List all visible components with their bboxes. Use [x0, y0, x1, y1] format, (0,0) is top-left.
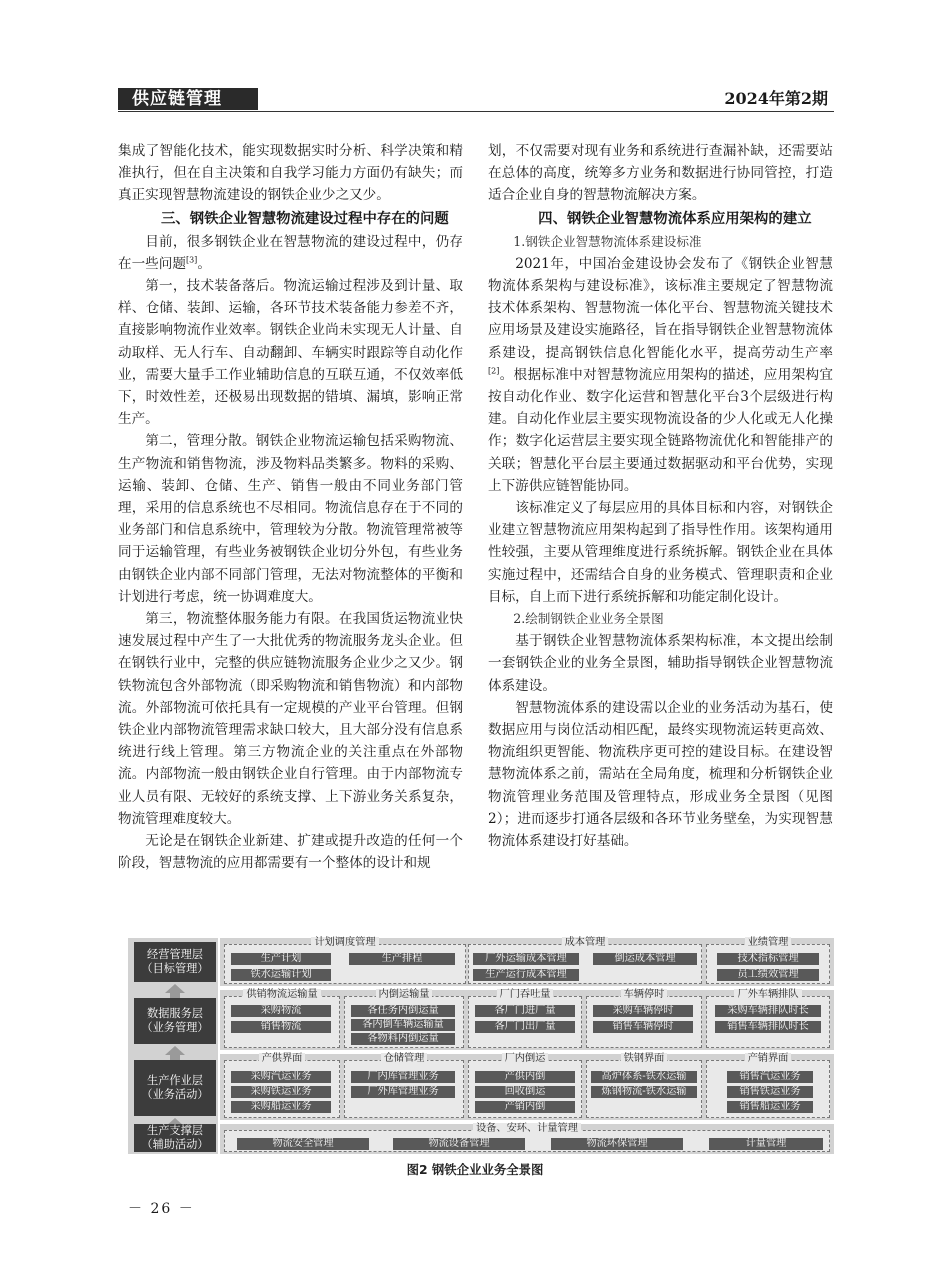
panorama-item: 采购铁运业务 — [231, 1086, 331, 1098]
journal-section-label: 供应链管理 — [118, 88, 258, 110]
group-external-queue — [706, 989, 830, 1048]
business-panorama-figure — [128, 938, 834, 1154]
panorama-item: 厂内库管理业务 — [351, 1071, 455, 1083]
panorama-item: 生产排程 — [349, 953, 455, 965]
group-title: 成本管理 — [562, 937, 609, 948]
panorama-item: 厂外运输成本管理 — [473, 953, 579, 965]
group-title: 产供界面 — [259, 1053, 306, 1064]
group-title: 供销物流运输量 — [243, 989, 320, 1000]
panorama-item: 物流设备管理 — [393, 1138, 525, 1150]
panorama-item: 物流环保管理 — [551, 1138, 683, 1150]
panorama-item: 倒运成本管理 — [593, 953, 697, 965]
panorama-item: 各厂门进厂量 — [475, 1005, 575, 1017]
left-column — [118, 140, 463, 875]
group-iron-steel-interface — [586, 1053, 702, 1118]
panorama-item: 各厂门出厂量 — [475, 1021, 575, 1033]
panorama-item: 销售物流 — [231, 1021, 331, 1033]
panorama-item: 计量管理 — [709, 1138, 823, 1150]
citation: [2] — [488, 366, 500, 376]
group-title: 铁钢界面 — [621, 1053, 668, 1064]
group-title: 车辆停时 — [621, 989, 668, 1000]
panorama-item: 物流安全管理 — [237, 1138, 369, 1150]
page-number: － 26 － — [128, 1201, 195, 1217]
subsection-title: 2.绘制钢铁企业业务全景图 — [513, 611, 664, 627]
group-title: 设备、安环、计量管理 — [473, 1123, 581, 1134]
header-rule — [118, 111, 834, 112]
panorama-item: 各任务内倒运量 — [351, 1005, 455, 1017]
layer-sub: （辅助活动） — [141, 1138, 209, 1151]
group-title: 厂内倒运 — [502, 1053, 549, 1064]
group-support — [224, 1123, 830, 1152]
group-cost — [468, 937, 702, 984]
group-internal-transport — [344, 989, 464, 1048]
panorama-item: 员工绩效管理 — [717, 969, 819, 981]
panorama-item: 销售船运业务 — [727, 1101, 813, 1113]
section-title: 三、钢铁企业智慧物流建设过程中存在的问题 — [160, 210, 449, 227]
paragraph-text: 目前，很多钢铁企业在智慧物流的建设过程中，仍存在一些问题 — [118, 233, 463, 272]
group-gate-throughput — [468, 989, 582, 1048]
layer-name: 经营管理层 — [147, 948, 203, 961]
panorama-item: 炼钢物流-铁水运输 — [591, 1086, 697, 1098]
layer-data-service — [134, 998, 216, 1044]
paragraph-text: 2021年，中国冶金建设协会发布了《钢铁企业智慧物流体系架构与建设标准》，该标准主要规定了智慧物流技术体系架构、智慧物流一体化平台、智慧物流关键技术应用场景及建设实施路径，旨在指导钢铁企业智慧物流体系建设，提高钢铁信息化智能化水平，提高劳动生产率 — [488, 255, 833, 361]
panorama-item: 产销内倒 — [475, 1101, 575, 1113]
paragraph: 集成了智能化技术，能实现数据实时分析、科学决策和精准执行，但在自主决策和自我学习能力方面仍有缺失；而真正实现智慧物流建设的钢铁企业少之又少。 — [118, 143, 463, 204]
up-arrow-icon — [165, 984, 185, 993]
panorama-item: 采购车辆排队时长 — [715, 1005, 821, 1017]
layer-sub: （业务活动） — [141, 1088, 209, 1101]
layer-sub: （业务管理） — [141, 1021, 209, 1034]
group-supply-sales-volume — [224, 989, 340, 1048]
citation: [3] — [185, 255, 198, 265]
panorama-item: 回收倒运 — [475, 1086, 575, 1098]
group-performance — [706, 937, 830, 984]
panorama-item: 技术指标管理 — [717, 953, 819, 965]
paragraph: 划，不仅需要对现有业务和系统进行查漏补缺，还需要站在总体的高度，统筹多方业务和数据进行协同管控，打造适合企业自身的智慧物流解决方案。 — [488, 143, 833, 204]
issue-label: 2024年第2期 — [724, 89, 828, 108]
layer-sub: （目标管理） — [141, 962, 209, 975]
group-sales-interface — [706, 1053, 830, 1118]
panorama-item: 厂外库管理业务 — [351, 1086, 455, 1098]
panorama-item: 各物料内倒运量 — [351, 1033, 455, 1045]
paragraph: 第三，物流整体服务能力有限。在我国货运物流业快速发展过程中产生了一大批优秀的物流服务龙头企业。但在钢铁行业中，完整的供应链物流服务企业少之又少。钢铁物流包含外部物流（即采购物流和销售物流）和内部物流。外部物流可依托具有一定规模的产业平台管理。但钢铁企业内部物流管理需求缺口较大，且大部分没有信息系统进行线上管理。第三方物流企业的关注重点在外部物流。内部物流一般由钢铁企业自行管理。由于内部物流专业人员有限、无较好的系统支撑、上下游业务关系复杂，物流管理难度较大。 — [118, 611, 463, 827]
group-title: 仓储管理 — [381, 1053, 428, 1064]
panorama-item: 采购船运业务 — [231, 1101, 331, 1113]
paragraph: 无论是在钢铁企业新建、扩建或提升改造的任何一个阶段，智慧物流的应用都需要有一个整体的设计和规 — [118, 833, 463, 872]
group-supply-interface — [224, 1053, 340, 1118]
layer-name: 生产作业层 — [147, 1074, 203, 1087]
layer-support — [134, 1124, 216, 1152]
group-title: 计划调度管理 — [311, 937, 378, 948]
panorama-item: 各内倒车辆运输量 — [351, 1019, 455, 1031]
panorama-item: 铁水运输计划 — [231, 969, 331, 981]
layer-name: 生产支撑层 — [147, 1124, 203, 1137]
panorama-item: 产供内倒 — [475, 1071, 575, 1083]
section-title: 四、钢铁企业智慧物流体系应用架构的建立 — [538, 210, 812, 227]
panorama-item: 销售车辆停时 — [593, 1021, 693, 1033]
paragraph: 智慧物流体系的建设需以企业的业务活动为基石，使数据应用与岗位活动相匹配，最终实现物流运转更高效、物流组织更智能、物流秩序更可控的建设目标。在建设智慧物流体系之前，需站在全局角度，梳理和分析钢铁企业物流管理业务范围及管理特点，形成业务全景图（见图2）；进而逐步打通各层级和各环节业务壁垒，为实现智慧物流体系建设打好基础。 — [488, 699, 833, 850]
panorama-item: 高炉体系-铁水运输 — [591, 1071, 697, 1083]
panorama-item: 销售汽运业务 — [727, 1071, 813, 1083]
paragraph-end: 。 — [197, 255, 211, 272]
panorama-item: 销售铁运业务 — [727, 1086, 813, 1098]
panorama-item: 采购物流 — [231, 1005, 331, 1017]
group-title: 厂外车辆排队 — [734, 989, 801, 1000]
layer-management — [134, 942, 216, 982]
layer-production — [134, 1060, 216, 1116]
paragraph: 第二，管理分散。钢铁企业物流运输包括采购物流、生产物流和销售物流，涉及物料品类繁多。物料的采购、运输、装卸、仓储、生产、销售一般由不同业务部门管理，采用的信息系统也不尽相同。物流信息存在于不同的业务部门和信息系统中，管理较为分散。物流管理常被等同于运输管理，有些业务被钢铁企业切分外包，有些业务由钢铁企业内部不同部门管理，无法对物流整体的平衡和计划进行考虑，统一协调难度大。 — [118, 433, 463, 605]
panorama-item: 生产计划 — [231, 953, 331, 965]
layer-name: 数据服务层 — [147, 1007, 203, 1020]
panorama-item: 采购汽运业务 — [231, 1071, 331, 1083]
up-arrow-icon — [165, 1046, 185, 1055]
group-internal-haul — [468, 1053, 582, 1118]
paragraph-text-cont: 。根据标准中对智慧物流应用架构的描述，应用架构宜按自动化作业、数字化运营和智慧化平台3个层级进行构建。自动化作业层主要实现物流设备的少人化或无人化操作；数字化运营层主要实现全链路物流优化和智能排产的关联；智慧化平台层主要通过数据驱动和平台优势，实现上下游供应链智能协同。 — [488, 366, 833, 494]
panorama-item: 采购车辆停时 — [593, 1005, 693, 1017]
paragraph — [118, 231, 463, 275]
group-title: 内倒运输量 — [376, 989, 433, 1000]
subsection-title: 1.钢铁企业智慧物流体系建设标准 — [513, 233, 702, 249]
paragraph: 该标准定义了每层应用的具体目标和内容，对钢铁企业建立智慧物流应用架构起到了指导性作用。该架构通用性较强，主要从管理维度进行系统拆解。钢铁企业在具体实施过程中，还需结合自身的业务模式、管理职责和企业目标，自上而下进行系统拆解和功能定制化设计。 — [488, 500, 833, 605]
group-title: 厂门吞吐量 — [497, 989, 554, 1000]
group-vehicle-dwell — [586, 989, 702, 1048]
paragraph: 基于钢铁企业智慧物流体系架构标准，本文提出绘制一套钢铁企业的业务全景图，辅助指导钢铁企业智慧物流体系建设。 — [488, 633, 833, 694]
group-warehouse — [344, 1053, 464, 1118]
group-title: 业绩管理 — [745, 937, 792, 948]
group-title: 产销界面 — [745, 1053, 792, 1064]
panorama-item: 生产运行成本管理 — [473, 969, 579, 981]
group-planning — [224, 937, 466, 984]
figure-caption: 图2 钢铁企业业务全景图 — [406, 1162, 544, 1177]
paragraph — [488, 253, 833, 497]
right-column — [488, 140, 833, 852]
panorama-item: 销售车辆排队时长 — [715, 1021, 821, 1033]
paragraph: 第一，技术装备落后。物流运输过程涉及到计量、取样、仓储、装卸、运输，各环节技术装备能力参差不齐，直接影响物流作业效率。钢铁企业尚未实现无人计量、自动取样、无人行车、自动翻卸、车辆实时跟踪等自动化作业，需要大量手工作业辅助信息的互联互通，不仅效率低下，时效性差，还极易出现数据的错填、漏填，影响正常生产。 — [118, 278, 463, 428]
